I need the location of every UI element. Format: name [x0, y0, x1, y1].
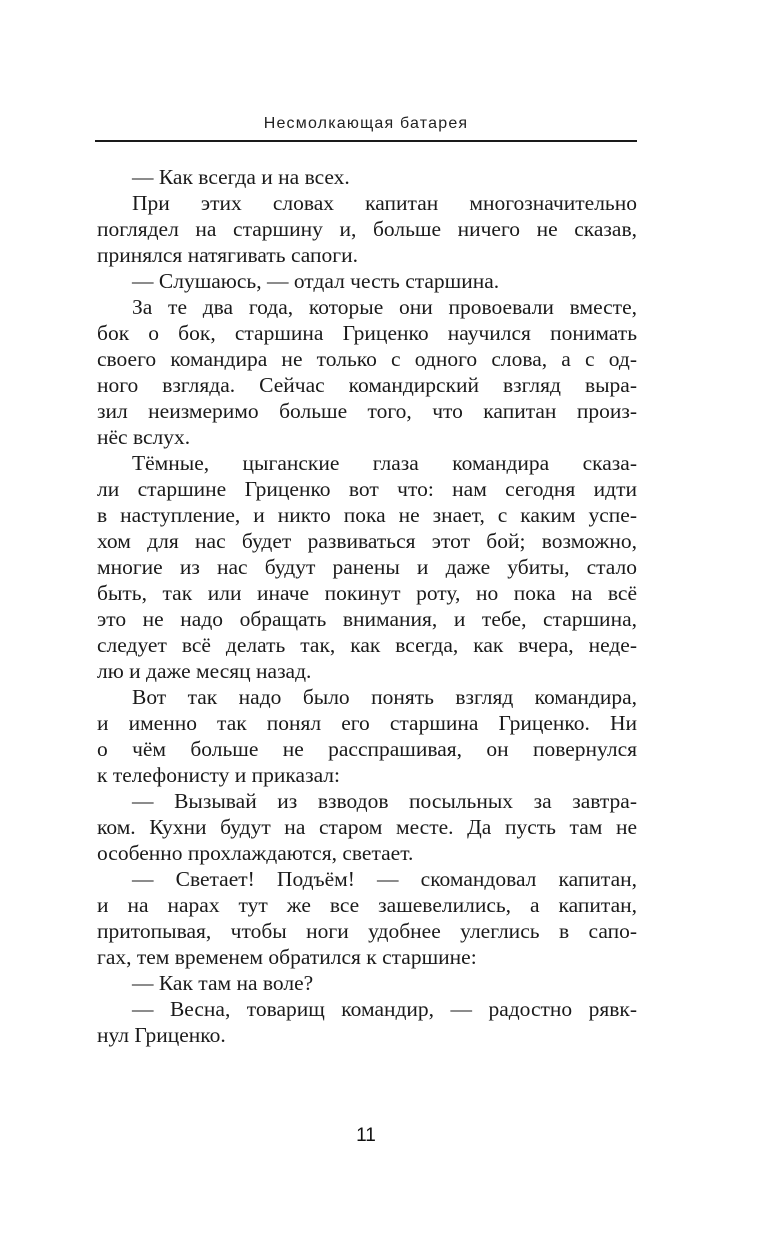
text-line: и именно так понял его старшина Гриценко. Ни — [97, 711, 637, 735]
text-line: За те два года, которые они провоевали вместе, — [132, 295, 637, 319]
text-line: особенно прохлаждаются, светает. — [97, 841, 414, 865]
text-line: лю и даже месяц назад. — [97, 659, 312, 683]
text-line: нёс вслух. — [97, 425, 191, 449]
text-line: — Слушаюсь, — отдал честь старшина. — [132, 269, 500, 293]
text-line: притопывая, чтобы ноги удобнее улеглись в сапо- — [97, 919, 637, 943]
page-number: 11 — [356, 1125, 376, 1146]
text-line: — Весна, товарищ командир, — радостно рявк- — [132, 997, 637, 1021]
text-line: быть, так или иначе покинут роту, но пока на всё — [97, 581, 637, 605]
text-line: поглядел на старшину и, больше ничего не сказав, — [97, 217, 637, 241]
text-line: Вот так надо было понять взгляд командира, — [132, 685, 637, 709]
text-line: в наступление, и никто пока не знает, с каким успе- — [97, 503, 637, 527]
text-line: о чём больше не расспрашивая, он повернулся — [97, 737, 637, 761]
text-line: следует всё делать так, как всегда, как вчера, неде- — [97, 633, 637, 657]
text-line: — Как там на воле? — [132, 971, 314, 995]
text-line: нул Гриценко. — [97, 1023, 226, 1047]
text-line: — Как всегда и на всех. — [132, 165, 350, 189]
text-line: При этих словах капитан многозначительно — [132, 191, 637, 215]
text-line: это не надо обращать внимания, и тебе, старшина, — [97, 607, 637, 631]
text-line: принялся натягивать сапоги. — [97, 243, 358, 267]
running-header-title: Несмолкающая батарея — [263, 115, 469, 132]
text-line: и на нарах тут же все зашевелились, а капитан, — [97, 893, 637, 917]
text-line: Тёмные, цыганские глаза командира сказа- — [132, 451, 637, 475]
text-line: — Светает! Подъём! — скомандовал капитан, — [132, 867, 637, 891]
text-line: ного взгляда. Сейчас командирский взгляд выра- — [97, 373, 637, 397]
text-line: многие из нас будут ранены и даже убиты, стало — [97, 555, 637, 579]
text-line: гах, тем временем обратился к старшине: — [97, 945, 477, 969]
text-line: хом для нас будет развиваться этот бой; возможно, — [97, 529, 637, 553]
text-line: своего командира не только с одного слова, а с од- — [97, 347, 637, 371]
text-line: зил неизмеримо больше того, что капитан произ- — [97, 399, 637, 423]
text-line: — Вызывай из взводов посыльных за завтра- — [132, 789, 637, 813]
text-line: ком. Кухни будут на старом месте. Да пусть там не — [97, 815, 637, 839]
text-line: к телефонисту и приказал: — [97, 763, 340, 787]
header-rule — [95, 140, 637, 142]
text-line: ли старшине Гриценко вот что: нам сегодня идти — [97, 477, 637, 501]
text-line: бок о бок, старшина Гриценко научился понимать — [97, 321, 637, 345]
page-text-body — [97, 164, 637, 1048]
